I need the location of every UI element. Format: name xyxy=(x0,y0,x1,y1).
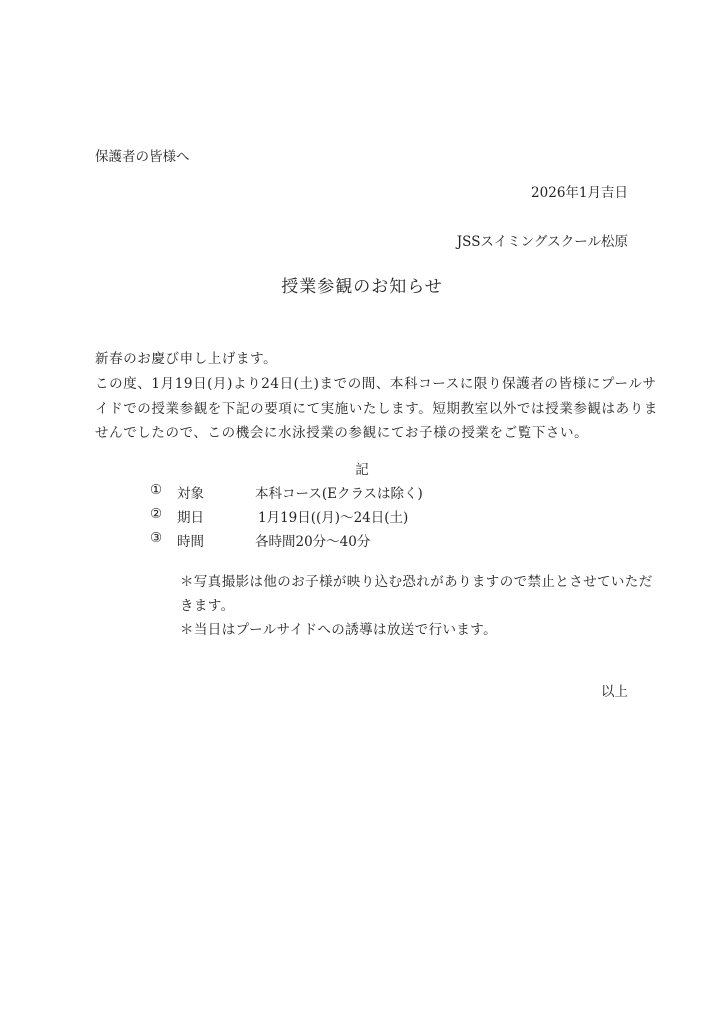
item-value: 各時間20分～40分 xyxy=(255,534,371,550)
item-label: 対象 xyxy=(177,486,204,502)
note-line: ＊当日はプールサイドへの誘導は放送で行います。 xyxy=(180,622,497,638)
document-title: 授業参観のお知らせ xyxy=(281,277,443,297)
item-value: 本科コース(Eクラスは除く) xyxy=(255,486,423,502)
body-line: せんでしたので、この機会に水泳授業の参観にてお子様の授業をご覧下さい。 xyxy=(95,425,589,441)
item-label: 時間 xyxy=(177,534,204,550)
date: 2026年1月吉日 xyxy=(531,185,628,201)
note-line: きます。 xyxy=(180,598,235,614)
body-line: 新春のお慶び申し上げます。 xyxy=(95,351,278,367)
sender: JSSスイミングスクール松原 xyxy=(456,234,628,250)
item-number: ① xyxy=(150,482,163,498)
item-number: ③ xyxy=(150,530,163,546)
item-number: ② xyxy=(150,506,163,522)
note-line: ＊写真撮影は他のお子様が映り込む恐れがありますので禁止とさせていただ xyxy=(180,574,653,590)
item-label: 期日 xyxy=(177,510,204,526)
body-line: この度、1月19日(月)より24日(土)までの間、本科コースに限り保護者の皆様にプールサ xyxy=(95,376,657,392)
closing: 以上 xyxy=(601,684,628,700)
addressee: 保護者の皆様へ xyxy=(95,149,190,165)
item-value: 1月19日((月)～24日(土) xyxy=(258,510,409,526)
body-line: イドでの授業参観を下記の要項にて実施いたします。短期教室以外では授業参観はありま xyxy=(95,401,658,417)
record-heading: 記 xyxy=(355,462,369,478)
